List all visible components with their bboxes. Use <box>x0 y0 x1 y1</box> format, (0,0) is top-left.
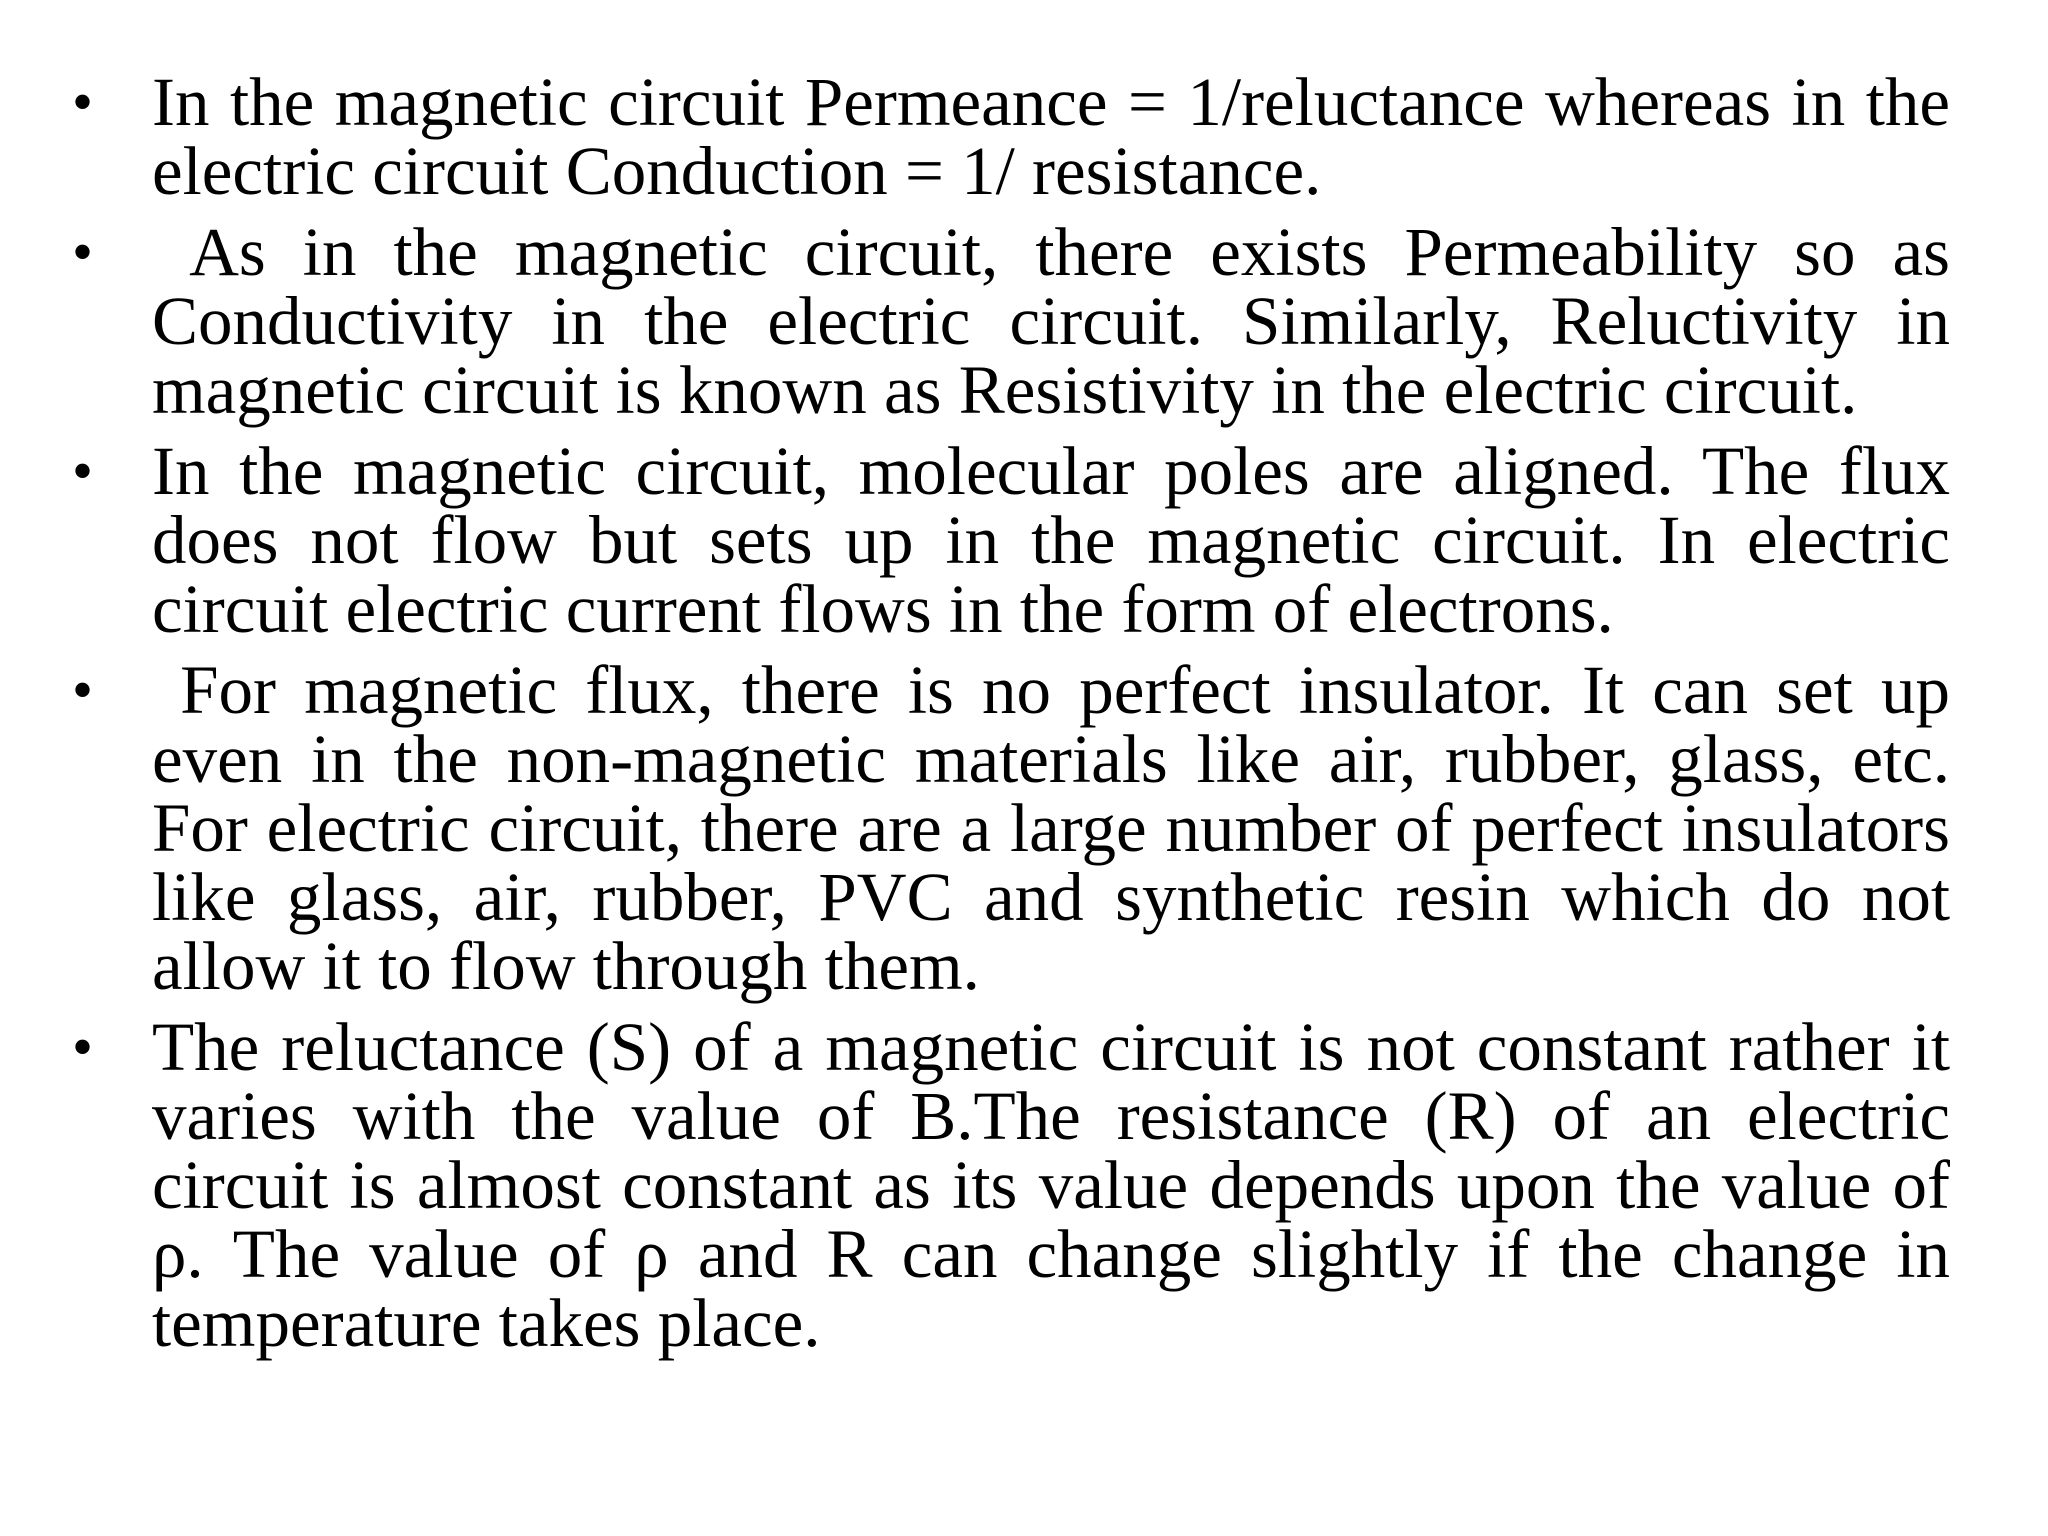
bullet-text: In the magnetic circuit Permeance = 1/reluctance whereas in the electric circuit Conduction = 1/ resistance. <box>152 64 1950 209</box>
bullet-dot-icon: • <box>72 219 94 285</box>
bullet-text: As in the magnetic circuit, there exists Permeability so as Conductivity in the electric circuit. Similarly, Reluctivity in magnetic circuit is known as Resistivity in the electric circuit. <box>152 214 1968 428</box>
bullet-dot-icon: • <box>72 1014 94 1080</box>
bullet-text: For magnetic flux, there is no perfect insulator. It can set up even in the non-magnetic materials like air, rubber, glass, etc. For electric circuit, there are a large number of perfect insulators like glass, air, rubber, PVC and synthetic resin which do not allow it to flow through them. <box>152 652 1968 1004</box>
bullet-item-insulator <box>72 652 1968 1004</box>
bullet-text: In the magnetic circuit, molecular poles are aligned. The flux does not flow but sets up in the magnetic circuit. In electric circuit electric current flows in the form of electrons. <box>152 433 1950 647</box>
bullet-item-permeability <box>72 214 1968 428</box>
bullet-item-reluctance <box>72 1009 1950 1361</box>
bullet-dot-icon: • <box>72 657 94 723</box>
bullet-dot-icon: • <box>72 438 94 504</box>
bullet-text: The reluctance (S) of a magnetic circuit is not constant rather it varies with the value of B.The resistance (R) of an electric circuit is almost constant as its value depends upon the value of ρ. The value of ρ and R can change slightly if the change in temperature takes place. <box>152 1009 1950 1361</box>
bullet-list <box>72 64 1968 1370</box>
bullet-item-molecular-poles <box>72 433 1950 647</box>
bullet-item-permeance <box>72 64 1950 209</box>
bullet-dot-icon: • <box>72 69 94 135</box>
